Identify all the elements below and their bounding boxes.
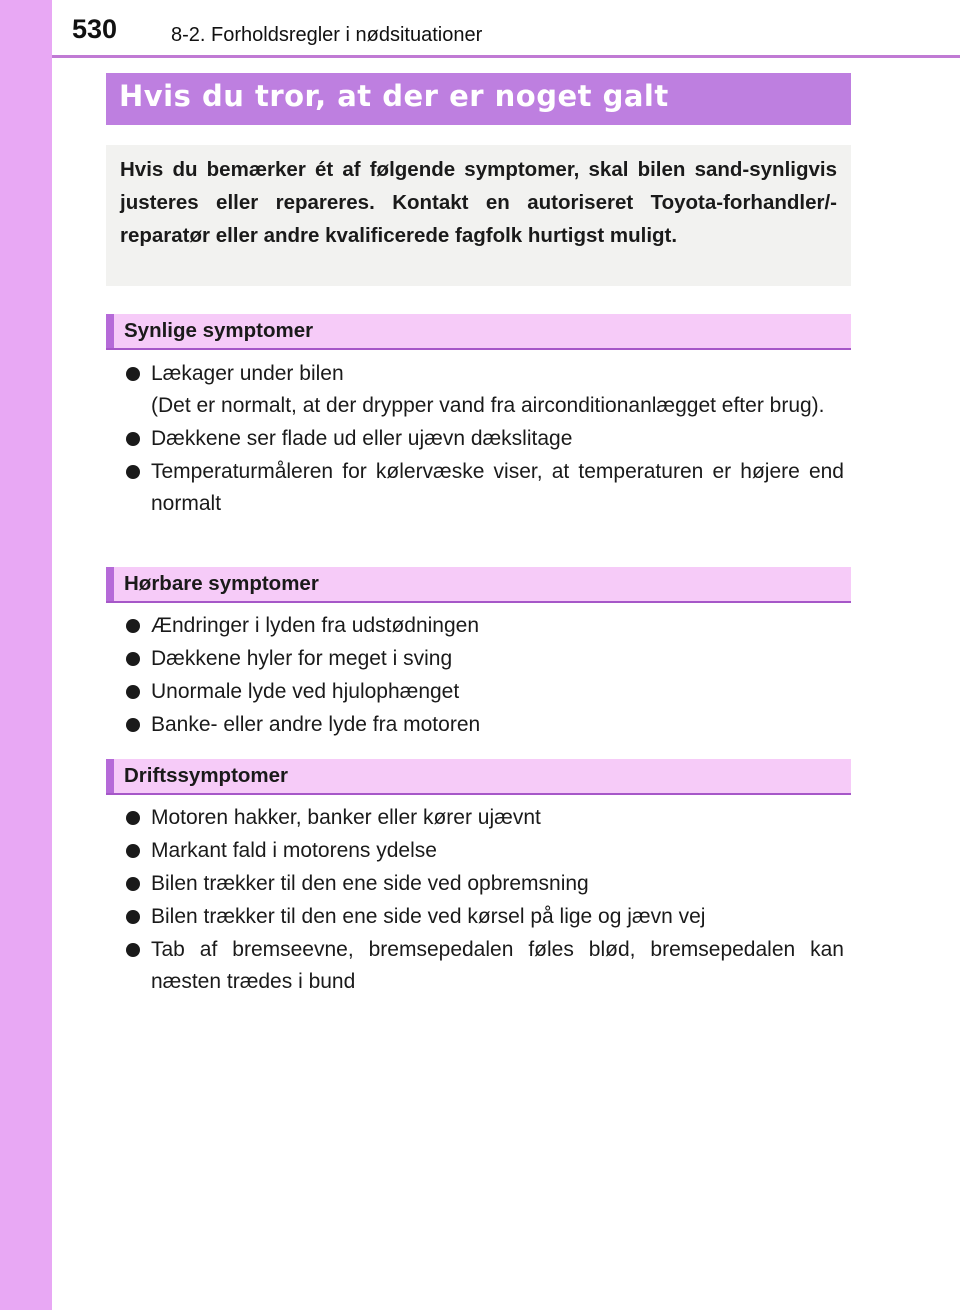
item-note: (Det er normalt, at der drypper vand fra airconditionanlægget efter brug). <box>151 394 825 417</box>
chapter-label: 8-2. Forholdsregler i nødsituationer <box>171 24 483 46</box>
list-item: Unormale lyde ved hjulophænget <box>126 676 844 708</box>
bullet-icon <box>126 910 140 924</box>
list-item: Bilen trækker til den ene side ved kørsel på lige og jævn vej <box>126 901 844 933</box>
page-number: 530 <box>72 14 118 44</box>
bullet-icon <box>126 367 140 381</box>
list-item: Temperaturmåleren for kølervæske viser, at temperaturen er højere end normalt <box>126 456 844 520</box>
bullet-icon <box>126 432 140 446</box>
section-heading-visible-symptoms <box>106 314 851 350</box>
section-heading-label: Synlige symptomer <box>124 319 314 342</box>
bullet-icon <box>126 685 140 699</box>
list-item: Dækkene hyler for meget i sving <box>126 643 844 675</box>
bullet-icon <box>126 465 140 479</box>
section-heading-label: Driftssymptomer <box>124 764 289 787</box>
bullet-icon <box>126 877 140 891</box>
intro-box <box>106 145 851 286</box>
page-title: Hvis du tror, at der er noget galt <box>119 79 669 113</box>
visible-symptoms-list <box>126 358 844 521</box>
bullet-icon <box>126 811 140 825</box>
list-item: Motoren hakker, banker eller kører ujævnt <box>126 802 844 834</box>
list-item: Ændringer i lyden fra udstødningen <box>126 610 844 642</box>
list-item: Bilen trækker til den ene side ved opbremsning <box>126 868 844 900</box>
list-item: Dækkene ser flade ud eller ujævn dækslitage <box>126 423 844 455</box>
side-tab-strip <box>0 0 52 1310</box>
bullet-icon <box>126 718 140 732</box>
intro-text: Hvis du bemærker ét af følgende symptomer, skal bilen sand-synligvis justeres eller repareres. Kontakt en autoriseret Toyota-forhandler/-reparatør eller andre kvalificerede fagfolk hurtigst muligt. <box>120 158 837 247</box>
bullet-icon <box>126 943 140 957</box>
audible-symptoms-list <box>126 610 844 742</box>
bullet-icon <box>126 652 140 666</box>
section-heading-audible-symptoms <box>106 567 851 603</box>
section-heading-label: Hørbare symptomer <box>124 572 319 595</box>
header-divider <box>52 55 960 58</box>
list-item: Lækager under bilen (Det er normalt, at der drypper vand fra airconditionanlægget efter brug). <box>126 358 844 422</box>
list-item: Banke- eller andre lyde fra motoren <box>126 709 844 741</box>
list-item: Markant fald i motorens ydelse <box>126 835 844 867</box>
operating-symptoms-list <box>126 802 844 999</box>
bullet-icon <box>126 844 140 858</box>
bullet-icon <box>126 619 140 633</box>
list-item: Tab af bremseevne, bremsepedalen føles blød, bremsepedalen kan næsten trædes i bund <box>126 934 844 998</box>
page-title-bar <box>106 73 851 125</box>
section-heading-operating-symptoms <box>106 759 851 795</box>
